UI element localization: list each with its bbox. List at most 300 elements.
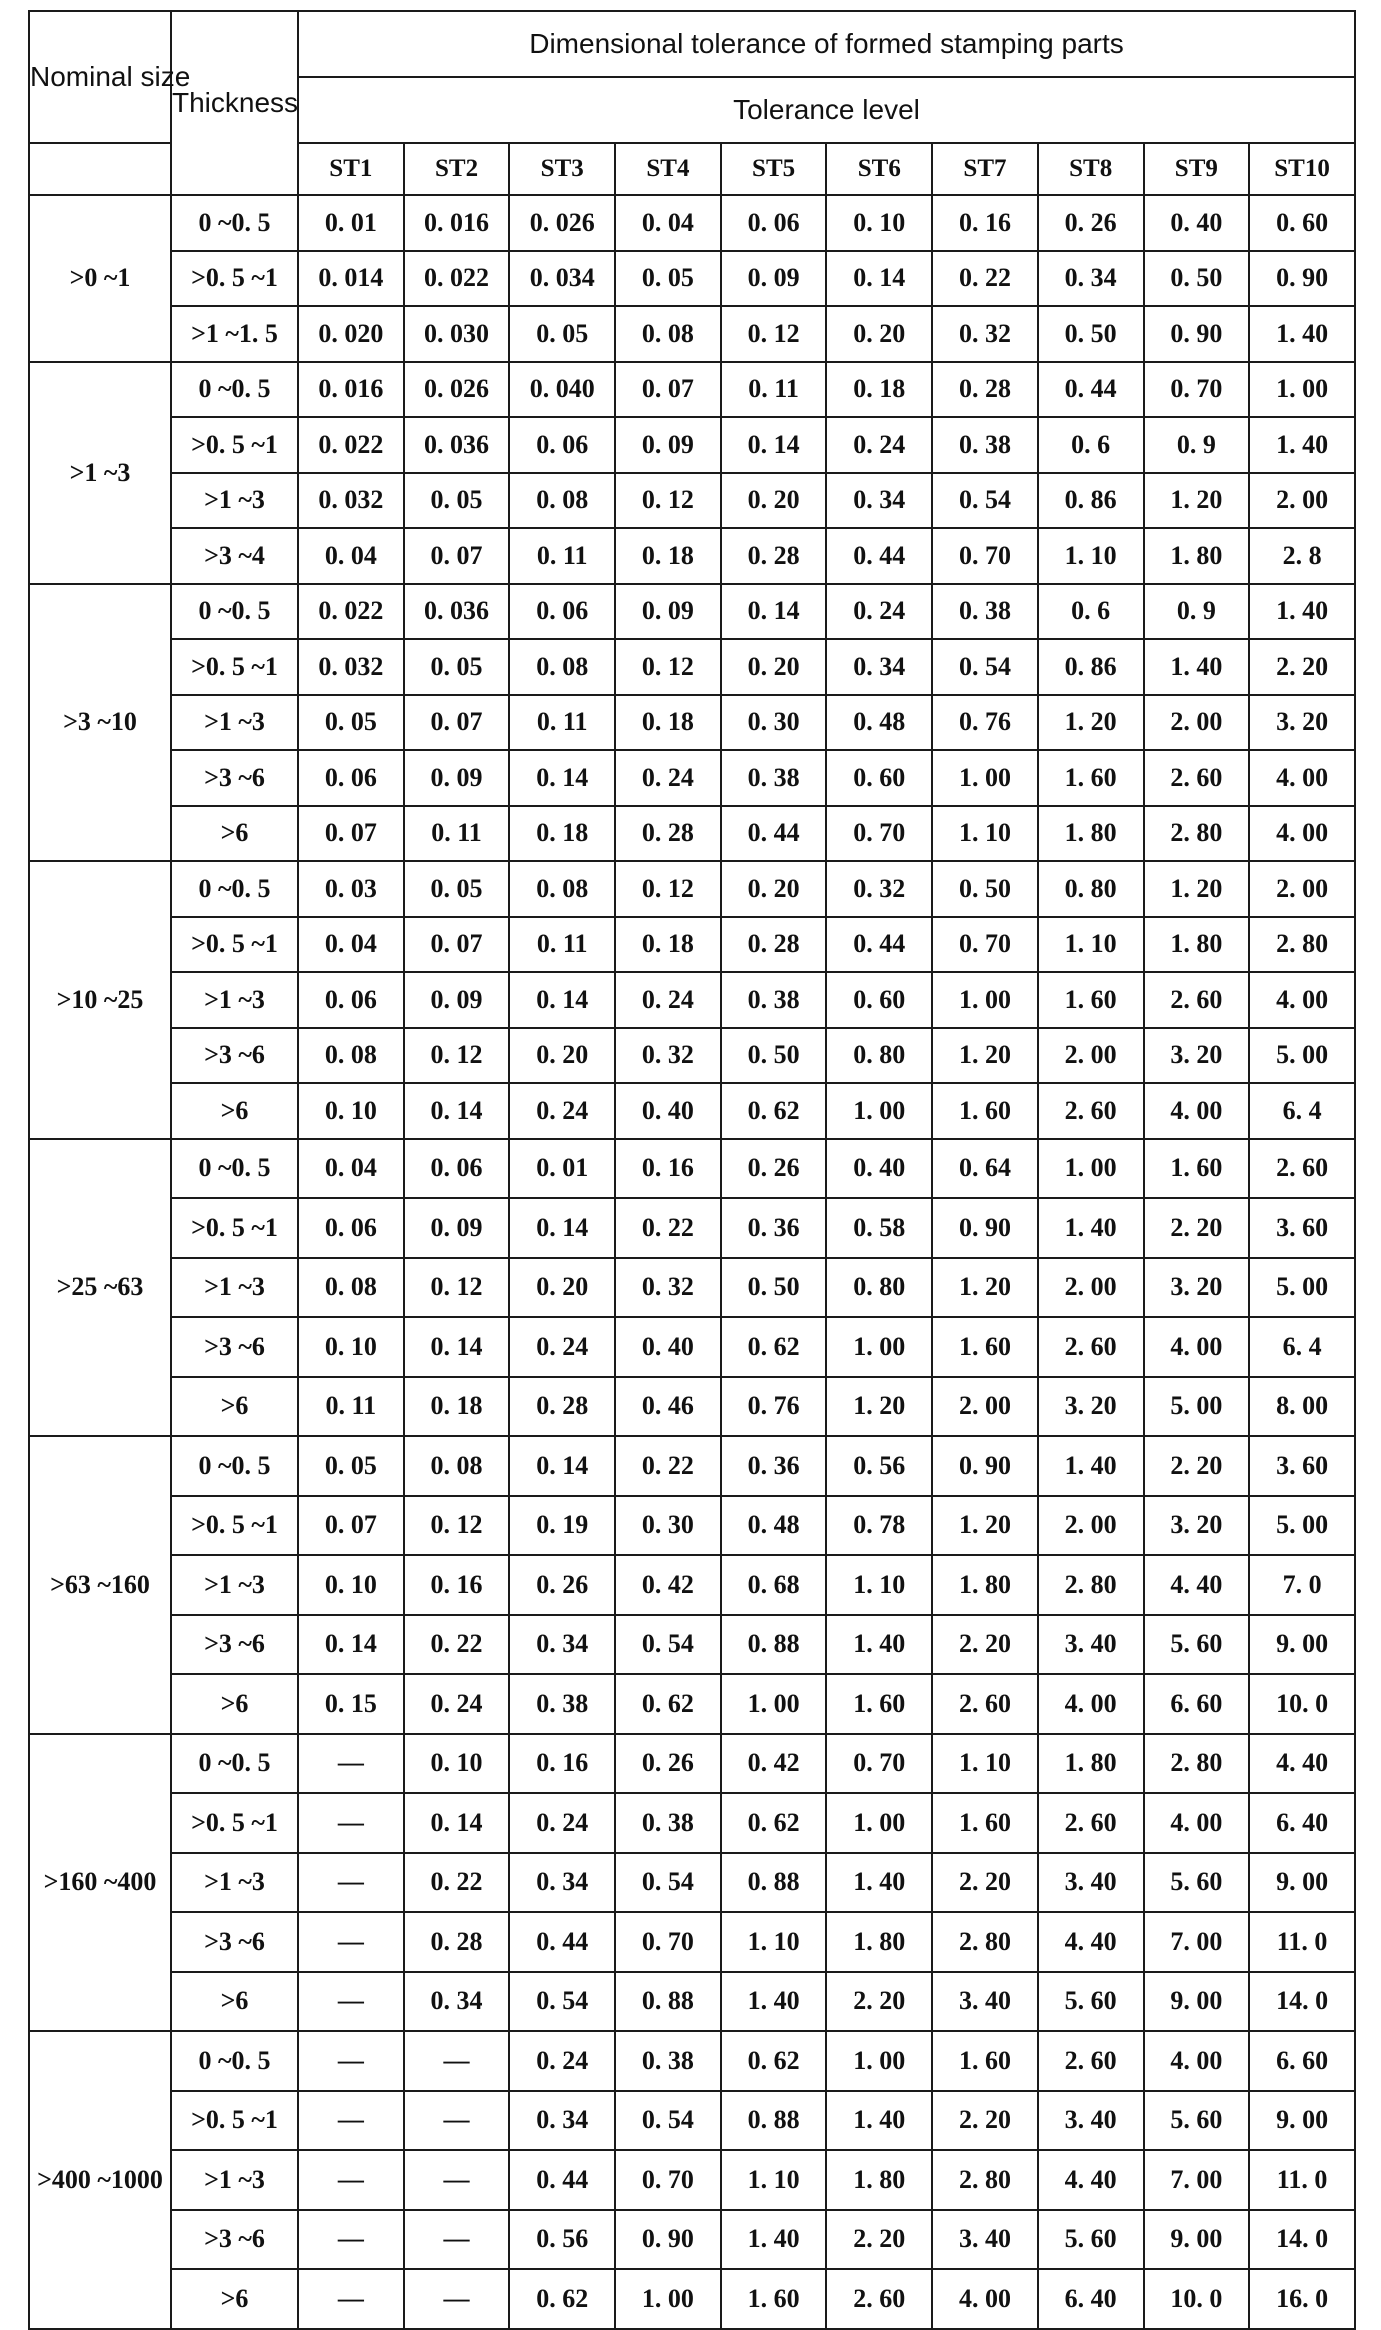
tolerance-value-st2: 0. 14 [404,1793,510,1853]
tolerance-value-st4: 0. 18 [615,695,721,751]
table-row [29,362,1355,418]
thickness-cell: >0. 5 ~1 [171,1793,298,1853]
tolerance-value-st5: 0. 28 [721,917,827,973]
thickness-cell: >1 ~3 [171,695,298,751]
tolerance-value-st1: — [298,1793,404,1853]
tolerance-value-st2: — [404,2269,510,2329]
table-row [29,1436,1355,1496]
tolerance-value-st7: 0. 32 [932,306,1038,362]
tolerance-value-st1: — [298,2150,404,2210]
tolerance-value-st6: 0. 44 [826,528,932,584]
tolerance-value-st10: 1. 40 [1249,417,1355,473]
tolerance-value-st5: 0. 36 [721,1436,827,1496]
tolerance-value-st2: 0. 05 [404,861,510,917]
tolerance-value-st8: 0. 34 [1038,251,1144,307]
thickness-cell: >0. 5 ~1 [171,2091,298,2151]
tolerance-value-st3: 0. 14 [509,1436,615,1496]
tolerance-value-st1: 0. 014 [298,251,404,307]
table-row [29,1734,1355,1794]
tolerance-value-st8: 2. 60 [1038,1793,1144,1853]
tolerance-value-st5: 0. 88 [721,1853,827,1913]
tolerance-value-st9: 3. 20 [1144,1028,1250,1084]
tolerance-value-st10: 2. 00 [1249,473,1355,529]
tolerance-value-st2: 0. 022 [404,251,510,307]
tolerance-value-st7: 0. 22 [932,251,1038,307]
thickness-cell: >6 [171,1083,298,1139]
tolerance-value-st2: — [404,2210,510,2270]
tolerance-value-st8: 5. 60 [1038,1972,1144,2032]
tolerance-value-st3: 0. 08 [509,861,615,917]
tolerance-value-st1: 0. 08 [298,1258,404,1318]
tolerance-value-st4: 0. 30 [615,1496,721,1556]
tolerance-value-st10: 6. 4 [1249,1083,1355,1139]
tolerance-value-st5: 0. 50 [721,1028,827,1084]
tolerance-value-st8: 1. 10 [1038,917,1144,973]
tolerance-value-st2: 0. 12 [404,1258,510,1318]
tolerance-value-st8: 1. 60 [1038,972,1144,1028]
tolerance-value-st4: 0. 46 [615,1377,721,1437]
tolerance-value-st5: 0. 62 [721,1793,827,1853]
tolerance-value-st2: 0. 10 [404,1734,510,1794]
thickness-cell: >6 [171,1972,298,2032]
tolerance-value-st7: 1. 20 [932,1258,1038,1318]
tolerance-value-st9: 2. 80 [1144,806,1250,862]
tolerance-value-st10: 2. 20 [1249,639,1355,695]
table-row [29,251,1355,307]
table-row [29,1912,1355,1972]
tolerance-value-st4: 0. 38 [615,2031,721,2091]
tolerance-value-st5: 0. 09 [721,251,827,307]
tolerance-value-st2: 0. 07 [404,528,510,584]
table-row [29,417,1355,473]
tolerance-value-st3: 0. 62 [509,2269,615,2329]
tolerance-value-st4: 0. 08 [615,306,721,362]
tolerance-value-st6: 0. 10 [826,195,932,251]
table-row [29,750,1355,806]
tolerance-value-st4: 0. 70 [615,1912,721,1972]
tolerance-value-st7: 0. 54 [932,639,1038,695]
tolerance-value-st9: 1. 80 [1144,917,1250,973]
tolerance-value-st2: 0. 28 [404,1912,510,1972]
tolerance-value-st4: 0. 04 [615,195,721,251]
thickness-header: Thickness [171,11,298,195]
tolerance-value-st8: 0. 6 [1038,417,1144,473]
tolerance-value-st3: 0. 040 [509,362,615,418]
tolerance-value-st5: 0. 76 [721,1377,827,1437]
tolerance-value-st8: 5. 60 [1038,2210,1144,2270]
tolerance-value-st3: 0. 34 [509,1853,615,1913]
table-title: Dimensional tolerance of formed stamping parts [298,11,1355,77]
tolerance-value-st8: 2. 00 [1038,1496,1144,1556]
tolerance-value-st3: 0. 24 [509,1083,615,1139]
tolerance-value-st5: 0. 62 [721,1317,827,1377]
tolerance-value-st9: 1. 40 [1144,639,1250,695]
table-row [29,195,1355,251]
tolerance-value-st2: 0. 07 [404,695,510,751]
tolerance-value-st7: 2. 00 [932,1377,1038,1437]
tolerance-value-st9: 9. 00 [1144,2210,1250,2270]
tolerance-value-st7: 0. 70 [932,917,1038,973]
table-row [29,1972,1355,2032]
tolerance-value-st5: 0. 20 [721,639,827,695]
tolerance-value-st5: 0. 44 [721,806,827,862]
level-header-st3: ST3 [509,143,615,195]
tolerance-value-st4: 0. 90 [615,2210,721,2270]
table-row [29,1083,1355,1139]
tolerance-value-st5: 0. 26 [721,1139,827,1199]
table-row [29,1555,1355,1615]
tolerance-value-st8: 0. 26 [1038,195,1144,251]
tolerance-value-st3: 0. 11 [509,528,615,584]
tolerance-value-st8: 2. 00 [1038,1258,1144,1318]
thickness-cell: >0. 5 ~1 [171,639,298,695]
tolerance-table-container [28,10,1354,2330]
level-header-st6: ST6 [826,143,932,195]
tolerance-value-st10: 5. 00 [1249,1496,1355,1556]
tolerance-value-st6: 1. 40 [826,2091,932,2151]
tolerance-value-st2: 0. 08 [404,1436,510,1496]
tolerance-value-st1: 0. 06 [298,750,404,806]
thickness-cell: >3 ~6 [171,1028,298,1084]
tolerance-value-st7: 0. 90 [932,1198,1038,1258]
tolerance-value-st4: 0. 16 [615,1139,721,1199]
thickness-cell: >1 ~3 [171,473,298,529]
tolerance-value-st8: 0. 44 [1038,362,1144,418]
tolerance-value-st4: 0. 12 [615,473,721,529]
tolerance-value-st5: 0. 48 [721,1496,827,1556]
thickness-cell: >0. 5 ~1 [171,251,298,307]
tolerance-value-st7: 0. 70 [932,528,1038,584]
tolerance-value-st3: 0. 34 [509,1615,615,1675]
tolerance-value-st6: 0. 70 [826,1734,932,1794]
tolerance-value-st9: 5. 60 [1144,2091,1250,2151]
thickness-cell: >3 ~6 [171,750,298,806]
tolerance-value-st7: 1. 80 [932,1555,1038,1615]
tolerance-value-st7: 4. 00 [932,2269,1038,2329]
tolerance-value-st6: 1. 80 [826,1912,932,1972]
tolerance-value-st4: 0. 09 [615,584,721,640]
tolerance-value-st6: 0. 18 [826,362,932,418]
tolerance-value-st2: — [404,2091,510,2151]
tolerance-value-st3: 0. 18 [509,806,615,862]
table-row [29,1258,1355,1318]
tolerance-value-st10: 4. 00 [1249,750,1355,806]
thickness-cell: >1 ~3 [171,1853,298,1913]
level-header-st5: ST5 [721,143,827,195]
tolerance-value-st10: 3. 60 [1249,1436,1355,1496]
tolerance-value-st1: — [298,2031,404,2091]
tolerance-value-st1: 0. 022 [298,584,404,640]
tolerance-value-st3: 0. 01 [509,1139,615,1199]
tolerance-value-st8: 1. 00 [1038,1139,1144,1199]
tolerance-value-st8: 4. 40 [1038,2150,1144,2210]
tolerance-value-st9: 0. 90 [1144,306,1250,362]
tolerance-value-st1: 0. 01 [298,195,404,251]
tolerance-value-st1: — [298,2091,404,2151]
tolerance-value-st8: 4. 40 [1038,1912,1144,1972]
tolerance-table [28,10,1356,2330]
tolerance-value-st3: 0. 26 [509,1555,615,1615]
table-row [29,1793,1355,1853]
tolerance-value-st4: 0. 12 [615,861,721,917]
tolerance-value-st1: 0. 020 [298,306,404,362]
tolerance-value-st7: 0. 64 [932,1139,1038,1199]
tolerance-value-st4: 1. 00 [615,2269,721,2329]
tolerance-value-st3: 0. 14 [509,972,615,1028]
tolerance-value-st5: 1. 40 [721,2210,827,2270]
tolerance-value-st2: 0. 11 [404,806,510,862]
tolerance-value-st1: 0. 06 [298,972,404,1028]
tolerance-value-st5: 0. 88 [721,1615,827,1675]
tolerance-value-st7: 1. 00 [932,750,1038,806]
tolerance-value-st8: 3. 20 [1038,1377,1144,1437]
tolerance-value-st7: 3. 40 [932,2210,1038,2270]
tolerance-value-st1: — [298,1972,404,2032]
thickness-cell: >0. 5 ~1 [171,1198,298,1258]
table-row [29,473,1355,529]
tolerance-value-st5: 0. 11 [721,362,827,418]
tolerance-value-st8: 0. 86 [1038,639,1144,695]
tolerance-value-st9: 2. 60 [1144,972,1250,1028]
tolerance-value-st5: 0. 62 [721,2031,827,2091]
tolerance-value-st6: 0. 60 [826,750,932,806]
tolerance-value-st9: 2. 00 [1144,695,1250,751]
tolerance-value-st8: 2. 00 [1038,1028,1144,1084]
tolerance-value-st6: 0. 32 [826,861,932,917]
tolerance-value-st3: 0. 08 [509,473,615,529]
tolerance-value-st3: 0. 34 [509,2091,615,2151]
tolerance-value-st2: 0. 09 [404,750,510,806]
tolerance-value-st8: 1. 10 [1038,528,1144,584]
tolerance-value-st5: 0. 42 [721,1734,827,1794]
tolerance-value-st6: 1. 20 [826,1377,932,1437]
tolerance-value-st9: 4. 40 [1144,1555,1250,1615]
tolerance-value-st7: 0. 76 [932,695,1038,751]
tolerance-value-st4: 0. 22 [615,1436,721,1496]
tolerance-value-st3: 0. 16 [509,1734,615,1794]
tolerance-value-st1: 0. 15 [298,1674,404,1734]
tolerance-value-st3: 0. 20 [509,1028,615,1084]
tolerance-value-st10: 6. 60 [1249,2031,1355,2091]
level-header-st8: ST8 [1038,143,1144,195]
tolerance-value-st3: 0. 28 [509,1377,615,1437]
tolerance-value-st2: 0. 036 [404,417,510,473]
tolerance-value-st7: 1. 10 [932,1734,1038,1794]
tolerance-value-st3: 0. 44 [509,2150,615,2210]
tolerance-value-st7: 0. 38 [932,417,1038,473]
tolerance-value-st2: 0. 036 [404,584,510,640]
tolerance-value-st6: 1. 00 [826,1317,932,1377]
nominal-size-header: Nominal size [29,11,171,143]
tolerance-value-st7: 0. 54 [932,473,1038,529]
tolerance-value-st8: 2. 60 [1038,2031,1144,2091]
tolerance-value-st5: 1. 10 [721,2150,827,2210]
thickness-cell: 0 ~0. 5 [171,362,298,418]
tolerance-value-st9: 5. 00 [1144,1377,1250,1437]
tolerance-value-st2: 0. 05 [404,639,510,695]
tolerance-value-st4: 0. 54 [615,1853,721,1913]
tolerance-value-st9: 2. 60 [1144,750,1250,806]
tolerance-value-st8: 3. 40 [1038,1853,1144,1913]
tolerance-value-st5: 0. 88 [721,2091,827,2151]
thickness-cell: >0. 5 ~1 [171,1496,298,1556]
tolerance-value-st1: 0. 04 [298,917,404,973]
tolerance-value-st7: 2. 20 [932,1853,1038,1913]
level-header-st4: ST4 [615,143,721,195]
tolerance-value-st6: 2. 60 [826,2269,932,2329]
tolerance-value-st3: 0. 026 [509,195,615,251]
tolerance-value-st8: 1. 40 [1038,1436,1144,1496]
tolerance-value-st3: 0. 08 [509,639,615,695]
tolerance-value-st5: 1. 10 [721,1912,827,1972]
tolerance-value-st7: 3. 40 [932,1972,1038,2032]
tolerance-value-st3: 0. 19 [509,1496,615,1556]
table-row [29,584,1355,640]
tolerance-value-st1: — [298,1734,404,1794]
tolerance-value-st1: 0. 05 [298,1436,404,1496]
tolerance-value-st8: 1. 20 [1038,695,1144,751]
tolerance-value-st9: 3. 20 [1144,1496,1250,1556]
tolerance-value-st6: 1. 40 [826,1853,932,1913]
tolerance-value-st3: 0. 24 [509,1793,615,1853]
table-row [29,1377,1355,1437]
tolerance-value-st1: 0. 016 [298,362,404,418]
tolerance-value-st10: 7. 0 [1249,1555,1355,1615]
tolerance-value-st4: 0. 40 [615,1317,721,1377]
tolerance-value-st2: 0. 14 [404,1317,510,1377]
tolerance-value-st3: 0. 06 [509,417,615,473]
thickness-cell: >3 ~6 [171,1615,298,1675]
tolerance-value-st9: 4. 00 [1144,2031,1250,2091]
nominal-size-cell: >160 ~400 [29,1734,171,2032]
tolerance-value-st10: 4. 00 [1249,972,1355,1028]
tolerance-value-st7: 1. 20 [932,1496,1038,1556]
tolerance-value-st4: 0. 62 [615,1674,721,1734]
table-row [29,1674,1355,1734]
tolerance-value-st4: 0. 09 [615,417,721,473]
tolerance-value-st8: 4. 00 [1038,1674,1144,1734]
tolerance-value-st7: 1. 60 [932,1793,1038,1853]
tolerance-value-st1: 0. 04 [298,1139,404,1199]
tolerance-value-st9: 4. 00 [1144,1317,1250,1377]
tolerance-value-st4: 0. 12 [615,639,721,695]
tolerance-value-st9: 1. 20 [1144,473,1250,529]
tolerance-value-st8: 0. 50 [1038,306,1144,362]
table-row [29,861,1355,917]
tolerance-value-st6: 1. 10 [826,1555,932,1615]
tolerance-value-st5: 0. 14 [721,584,827,640]
level-header-st10: ST10 [1249,143,1355,195]
tolerance-value-st9: 7. 00 [1144,1912,1250,1972]
header-row-title [29,11,1355,77]
tolerance-value-st9: 6. 60 [1144,1674,1250,1734]
tolerance-value-st5: 0. 20 [721,473,827,529]
tolerance-value-st4: 0. 26 [615,1734,721,1794]
tolerance-value-st9: 0. 50 [1144,251,1250,307]
tolerance-value-st4: 0. 42 [615,1555,721,1615]
tolerance-value-st9: 5. 60 [1144,1853,1250,1913]
tolerance-value-st9: 9. 00 [1144,1972,1250,2032]
tolerance-value-st8: 6. 40 [1038,2269,1144,2329]
tolerance-value-st1: 0. 022 [298,417,404,473]
thickness-cell: 0 ~0. 5 [171,861,298,917]
tolerance-value-st6: 0. 40 [826,1139,932,1199]
tolerance-value-st9: 7. 00 [1144,2150,1250,2210]
table-row [29,695,1355,751]
tolerance-value-st9: 0. 70 [1144,362,1250,418]
tolerance-value-st3: 0. 11 [509,695,615,751]
table-row [29,2150,1355,2210]
tolerance-value-st4: 0. 40 [615,1083,721,1139]
tolerance-value-st7: 1. 20 [932,1028,1038,1084]
tolerance-value-st6: 0. 56 [826,1436,932,1496]
tolerance-value-st9: 1. 80 [1144,528,1250,584]
tolerance-value-st2: 0. 24 [404,1674,510,1734]
table-row [29,1198,1355,1258]
tolerance-value-st3: 0. 14 [509,750,615,806]
table-row [29,806,1355,862]
tolerance-value-st8: 3. 40 [1038,1615,1144,1675]
tolerance-value-st10: 3. 60 [1249,1198,1355,1258]
tolerance-value-st6: 0. 20 [826,306,932,362]
tolerance-value-st6: 0. 80 [826,1028,932,1084]
thickness-cell: >0. 5 ~1 [171,417,298,473]
tolerance-value-st3: 0. 05 [509,306,615,362]
tolerance-value-st4: 0. 32 [615,1028,721,1084]
tolerance-value-st4: 0. 88 [615,1972,721,2032]
tolerance-value-st6: 1. 80 [826,2150,932,2210]
table-row [29,972,1355,1028]
tolerance-value-st6: 0. 58 [826,1198,932,1258]
thickness-cell: >6 [171,1674,298,1734]
tolerance-value-st5: 0. 28 [721,528,827,584]
tolerance-value-st10: 2. 80 [1249,917,1355,973]
table-row [29,639,1355,695]
tolerance-value-st10: 16. 0 [1249,2269,1355,2329]
tolerance-value-st4: 0. 54 [615,1615,721,1675]
tolerance-value-st1: 0. 03 [298,861,404,917]
tolerance-table-body [29,195,1355,2329]
table-row [29,1139,1355,1199]
level-header-st1: ST1 [298,143,404,195]
tolerance-value-st4: 0. 05 [615,251,721,307]
tolerance-value-st7: 2. 60 [932,1674,1038,1734]
nominal-size-cell: >400 ~1000 [29,2031,171,2329]
tolerance-value-st9: 2. 20 [1144,1436,1250,1496]
thickness-cell: >3 ~6 [171,1317,298,1377]
thickness-cell: >1 ~3 [171,1258,298,1318]
tolerance-value-st1: — [298,2269,404,2329]
tolerance-value-st2: 0. 05 [404,473,510,529]
tolerance-value-st8: 1. 80 [1038,1734,1144,1794]
table-row [29,1496,1355,1556]
tolerance-value-st6: 1. 00 [826,1793,932,1853]
tolerance-value-st3: 0. 06 [509,584,615,640]
tolerance-value-st5: 0. 50 [721,1258,827,1318]
table-row [29,528,1355,584]
table-row [29,1028,1355,1084]
tolerance-value-st2: 0. 22 [404,1853,510,1913]
tolerance-value-st8: 1. 60 [1038,750,1144,806]
tolerance-value-st5: 0. 62 [721,1083,827,1139]
thickness-cell: 0 ~0. 5 [171,1139,298,1199]
tolerance-value-st9: 10. 0 [1144,2269,1250,2329]
thickness-cell: >6 [171,1377,298,1437]
tolerance-value-st8: 2. 80 [1038,1555,1144,1615]
tolerance-value-st9: 0. 9 [1144,417,1250,473]
tolerance-value-st10: 3. 20 [1249,695,1355,751]
tolerance-value-st4: 0. 18 [615,917,721,973]
